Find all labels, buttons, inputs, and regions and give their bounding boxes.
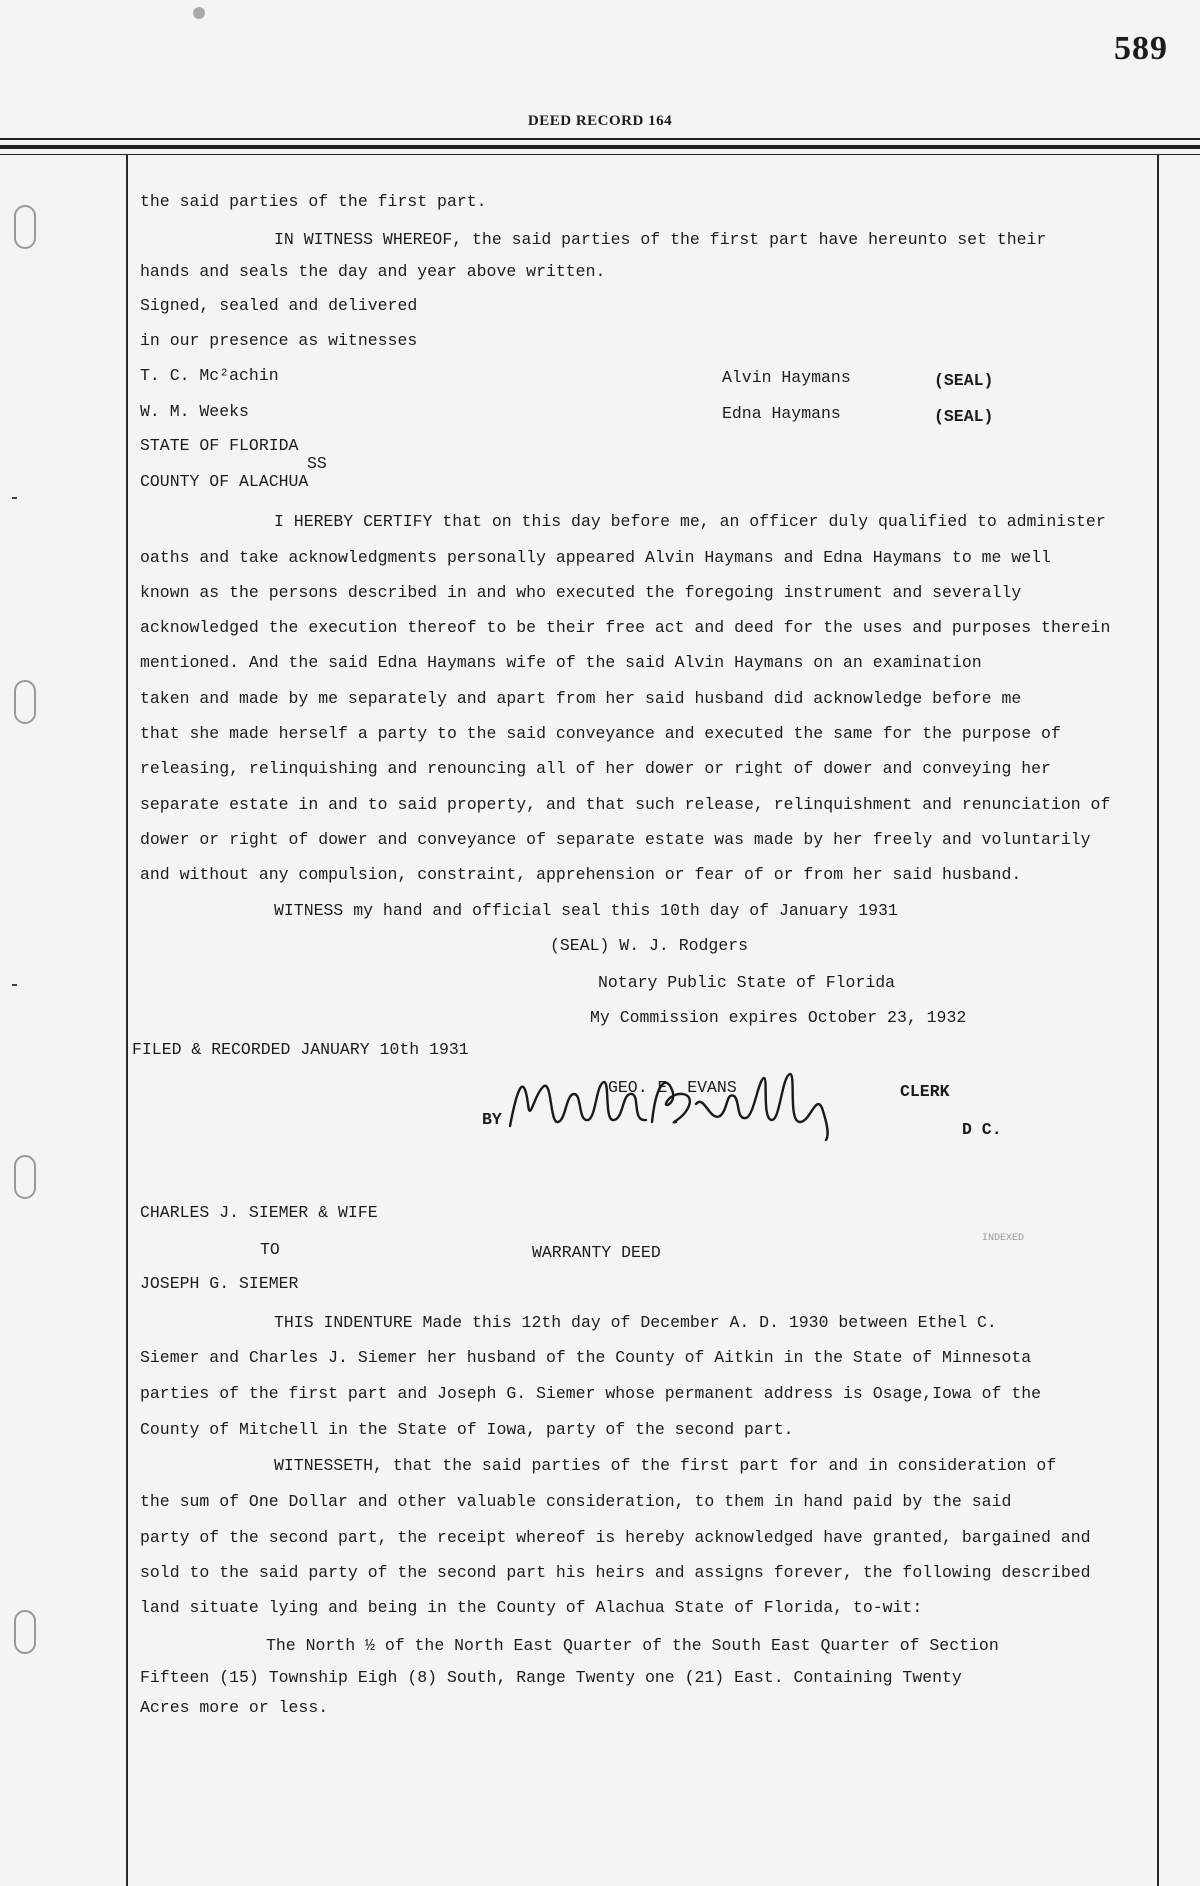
binder-ring-1: [14, 205, 36, 249]
legal-description-line: Acres more or less.: [140, 1698, 329, 1717]
deed-text-line: Signed, sealed and delivered: [140, 296, 418, 315]
deed-text-line: hands and seals the day and year above written.: [140, 262, 606, 281]
legal-description-line: Fifteen (15) Township Eigh (8) South, Range Twenty one (21) East. Containing Twenty: [140, 1668, 962, 1687]
venue-state: STATE OF FLORIDA: [140, 436, 299, 455]
binder-ring-3: [14, 1155, 36, 1199]
legal-description-line: The North ½ of the North East Quarter of the South East Quarter of Section: [266, 1636, 999, 1655]
binder-ring-2: [14, 680, 36, 724]
witness-name-2: W. M. Weeks: [140, 402, 249, 421]
grantee-party: JOSEPH G. SIEMER: [140, 1274, 299, 1293]
deed-type: WARRANTY DEED: [532, 1243, 661, 1262]
venue-ss: SS: [307, 454, 327, 473]
certificate-line: known as the persons described in and who executed the foregoing instrument and severally: [140, 583, 1022, 602]
certificate-line: and without any compulsion, constraint, apprehension or fear of or from her said husband.: [140, 865, 1022, 884]
venue-county: COUNTY OF ALACHUA: [140, 472, 309, 491]
to-label: TO: [260, 1240, 280, 1259]
deed-text-line: IN WITNESS WHEREOF, the said parties of the first part have hereunto set their: [274, 230, 1047, 249]
indenture-line: sold to the said party of the second part his heirs and assigns forever, the following described: [140, 1563, 1091, 1582]
seal-mark-1: (SEAL): [934, 371, 994, 390]
right-margin-line: [1157, 154, 1159, 1886]
certificate-line: mentioned. And the said Edna Haymans wife of the said Alvin Haymans on an examination: [140, 653, 982, 672]
deputy-clerk-signature: [500, 1064, 860, 1144]
page-number: 589: [1114, 30, 1168, 67]
margin-tick-1: [12, 497, 17, 499]
certificate-line: dower or right of dower and conveyance of separate estate was made by her freely and voluntarily: [140, 830, 1091, 849]
clerk-name: GEO. E. EVANS: [608, 1078, 737, 1097]
witness-name-1: T. C. Mc²achin: [140, 366, 279, 385]
seal-mark-2: (SEAL): [934, 407, 994, 426]
deputy-clerk-label: D C.: [962, 1120, 1002, 1139]
indexed-stamp: INDEXED: [982, 1233, 1025, 1244]
witness-line: WITNESS my hand and official seal this 10th day of January 1931: [274, 901, 898, 920]
filed-recorded: FILED & RECORDED JANUARY 10th 1931: [132, 1040, 469, 1059]
grantor-name-1: Alvin Haymans: [722, 368, 851, 387]
commission-expiry: My Commission expires October 23, 1932: [590, 1008, 967, 1027]
left-margin-line: [126, 154, 128, 1886]
indenture-line: parties of the first part and Joseph G. Siemer whose permanent address is Osage,Iowa of the: [140, 1384, 1042, 1403]
deed-text-line: the said parties of the first part.: [140, 192, 487, 211]
header-rule-bottom: [0, 154, 1200, 155]
indenture-line: County of Mitchell in the State of Iowa, party of the second part.: [140, 1420, 794, 1439]
binder-ring-4: [14, 1610, 36, 1654]
indenture-line: WITNESSETH, that the said parties of the first part for and in consideration of: [274, 1456, 1057, 1475]
certificate-line: taken and made by me separately and apart from her said husband did acknowledge before me: [140, 689, 1022, 708]
clerk-label: CLERK: [900, 1082, 950, 1101]
indenture-line: the sum of One Dollar and other valuable consideration, to them in hand paid by the said: [140, 1492, 1012, 1511]
indenture-line: land situate lying and being in the County of Alachua State of Florida, to-wit:: [140, 1598, 923, 1617]
certificate-line: acknowledged the execution thereof to be their free act and deed for the uses and purposes therein: [140, 618, 1111, 637]
indenture-line: Siemer and Charles J. Siemer her husband of the County of Aitkin in the State of Minnesota: [140, 1348, 1032, 1367]
header-rule-top: [0, 138, 1200, 140]
certificate-line: releasing, relinquishing and renouncing all of her dower or right of dower and conveying her: [140, 759, 1051, 778]
deed-text-line: in our presence as witnesses: [140, 331, 418, 350]
certificate-line: oaths and take acknowledgments personally appeared Alvin Haymans and Edna Haymans to me well: [140, 548, 1051, 567]
grantor-party: CHARLES J. SIEMER & WIFE: [140, 1203, 378, 1222]
notary-signature: (SEAL) W. J. Rodgers: [550, 936, 749, 955]
punch-hole: [193, 7, 205, 19]
certificate-line: I HEREBY CERTIFY that on this day before me, an officer duly qualified to administer: [274, 512, 1106, 531]
notary-title: Notary Public State of Florida: [598, 973, 896, 992]
header-rule-thick: [0, 145, 1200, 149]
certificate-line: separate estate in and to said property, and that such release, relinquishment and renunciation of: [140, 795, 1111, 814]
by-label: BY: [482, 1110, 502, 1129]
indenture-line: party of the second part, the receipt whereof is hereby acknowledged have granted, bargained and: [140, 1528, 1091, 1547]
certificate-line: that she made herself a party to the said conveyance and executed the same for the purpose of: [140, 724, 1061, 743]
indenture-line: THIS INDENTURE Made this 12th day of December A. D. 1930 between Ethel C.: [274, 1313, 997, 1332]
grantor-name-2: Edna Haymans: [722, 404, 841, 423]
record-title: DEED RECORD 164: [527, 113, 673, 129]
margin-tick-2: [12, 984, 17, 986]
